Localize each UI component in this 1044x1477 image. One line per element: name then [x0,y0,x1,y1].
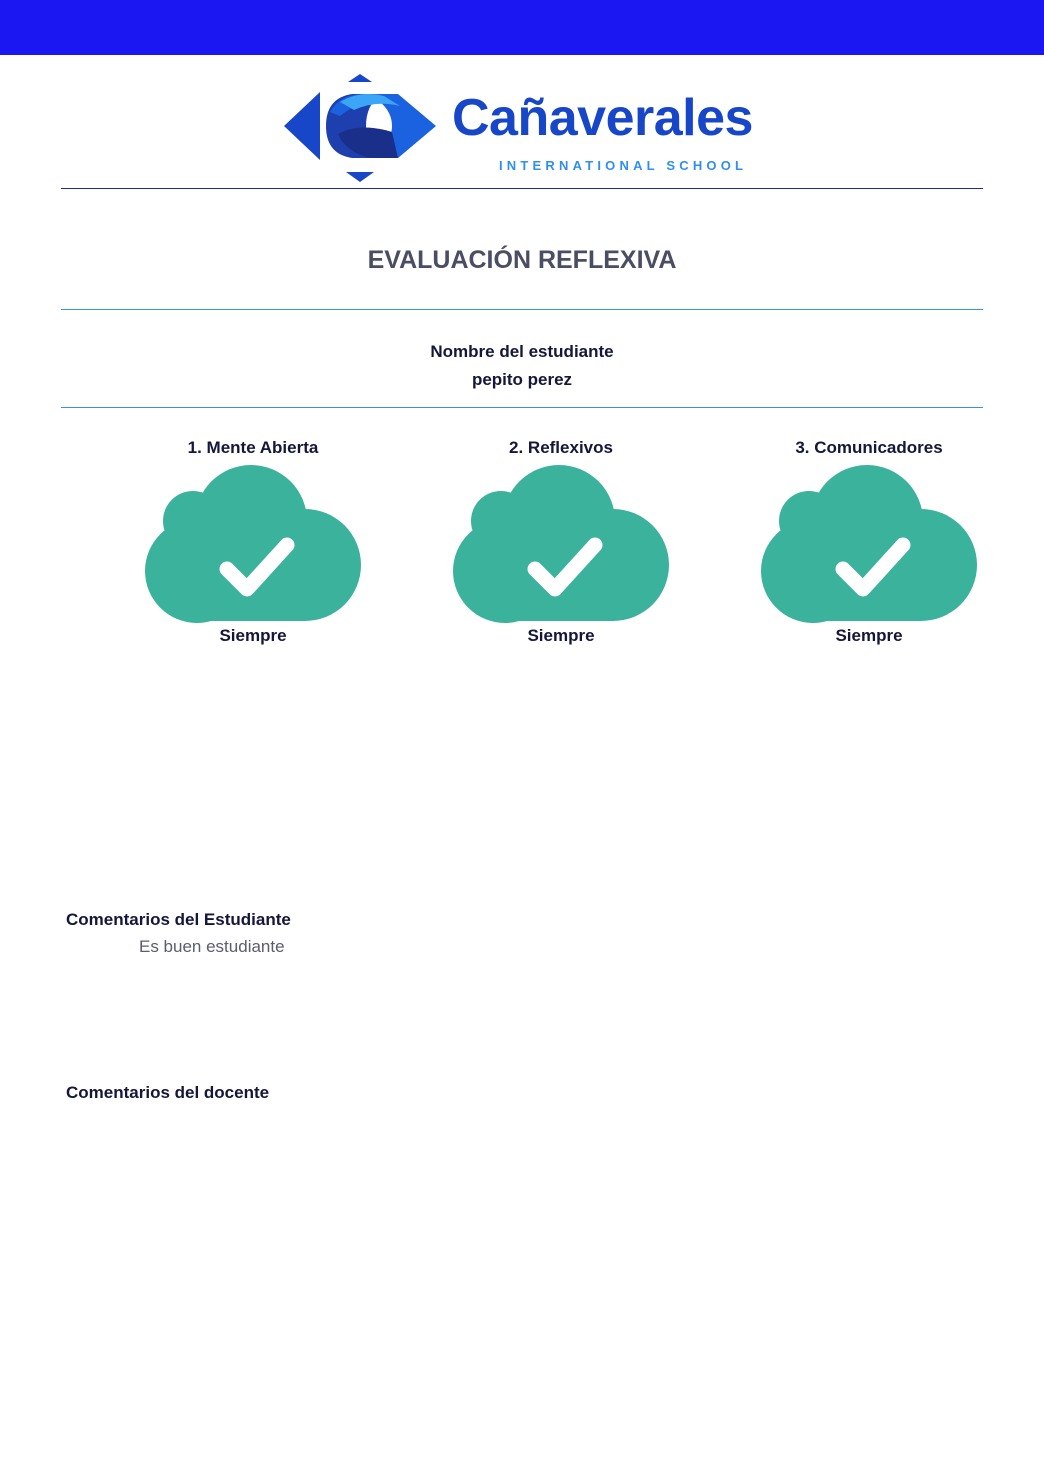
student-name-label: Nombre del estudiante [430,342,614,361]
criterion-reflexivos [431,437,691,647]
logo-name: Cañaverales [452,89,753,147]
student-divider [61,407,983,408]
teacher-comments-label: Comentarios del docente [66,1083,270,1102]
logo-subtitle: INTERNATIONAL SCHOOL [499,158,748,173]
school-logo [280,72,770,184]
top-bar [0,0,1044,55]
criterion-title: 3. Comunicadores [795,438,943,457]
title-divider [61,309,983,310]
cloud-check-icon [451,465,671,625]
cloud-check-icon [143,465,363,625]
criterion-comunicadores [739,437,999,647]
student-name-value: pepito perez [471,370,573,389]
school-logo-icon [280,72,440,184]
criterion-value: Siempre [527,626,595,645]
student-comments-label: Comentarios del Estudiante [66,910,291,929]
page-title: EVALUACIÓN REFLEXIVA [367,246,677,274]
header-divider [61,188,983,189]
student-comments-text: Es buen estudiante [139,937,285,956]
criterion-title: 1. Mente Abierta [187,438,319,457]
criterion-value: Siempre [219,626,287,645]
criterion-title: 2. Reflexivos [509,438,613,457]
criterion-value: Siempre [835,626,903,645]
cloud-check-icon [759,465,979,625]
criterion-mente-abierta [123,437,383,647]
